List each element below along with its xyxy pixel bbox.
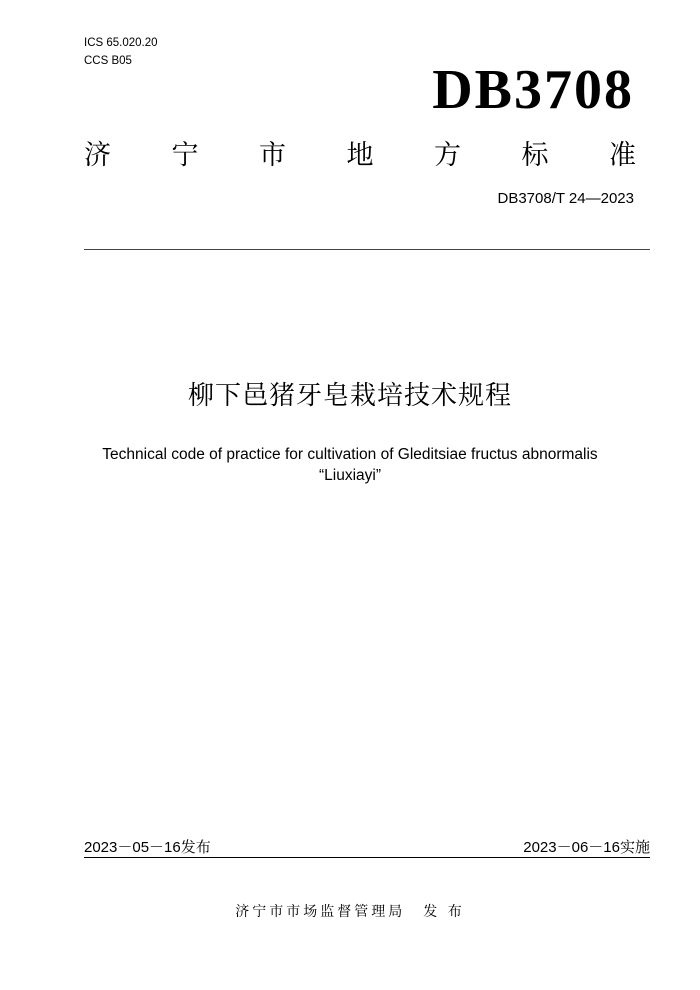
english-title-line-1: Technical code of practice for cultivation of Gleditsiae fructus abnormalis bbox=[102, 446, 598, 463]
standard-number: DB3708/T 24—2023 bbox=[497, 190, 634, 207]
publish-date-block bbox=[84, 838, 211, 857]
publish-date: 2023－05－16 bbox=[84, 839, 181, 856]
ccs-code: CCS B05 bbox=[84, 55, 132, 67]
implement-date-block bbox=[523, 838, 650, 857]
standard-type-title bbox=[84, 136, 636, 176]
implement-date: 2023－06－16 bbox=[523, 839, 620, 856]
chinese-title: 柳下邑猪牙皂栽培技术规程 bbox=[187, 381, 512, 411]
standard-type-char: 标 bbox=[521, 140, 549, 171]
english-title-line-2: “Liuxiayi” bbox=[318, 467, 381, 484]
db-code-heading: DB3708 bbox=[432, 59, 634, 121]
implement-label: 实施 bbox=[619, 838, 650, 856]
ics-code: ICS 65.020.20 bbox=[84, 37, 158, 49]
standard-type-char: 济 bbox=[84, 140, 111, 171]
issuer-action: 发 布 bbox=[423, 904, 465, 920]
issuer-line bbox=[0, 902, 700, 922]
standard-type-char: 方 bbox=[434, 140, 461, 171]
standard-type-char: 准 bbox=[609, 140, 636, 171]
issuer-name: 济宁市市场监督管理局 bbox=[235, 904, 406, 920]
standard-type-char: 宁 bbox=[171, 140, 199, 171]
english-title bbox=[60, 444, 640, 486]
publish-label: 发布 bbox=[180, 838, 211, 856]
standard-type-char: 地 bbox=[346, 140, 374, 171]
footer-divider bbox=[84, 857, 650, 858]
standard-type-char: 市 bbox=[259, 140, 286, 171]
header-divider bbox=[84, 249, 650, 250]
